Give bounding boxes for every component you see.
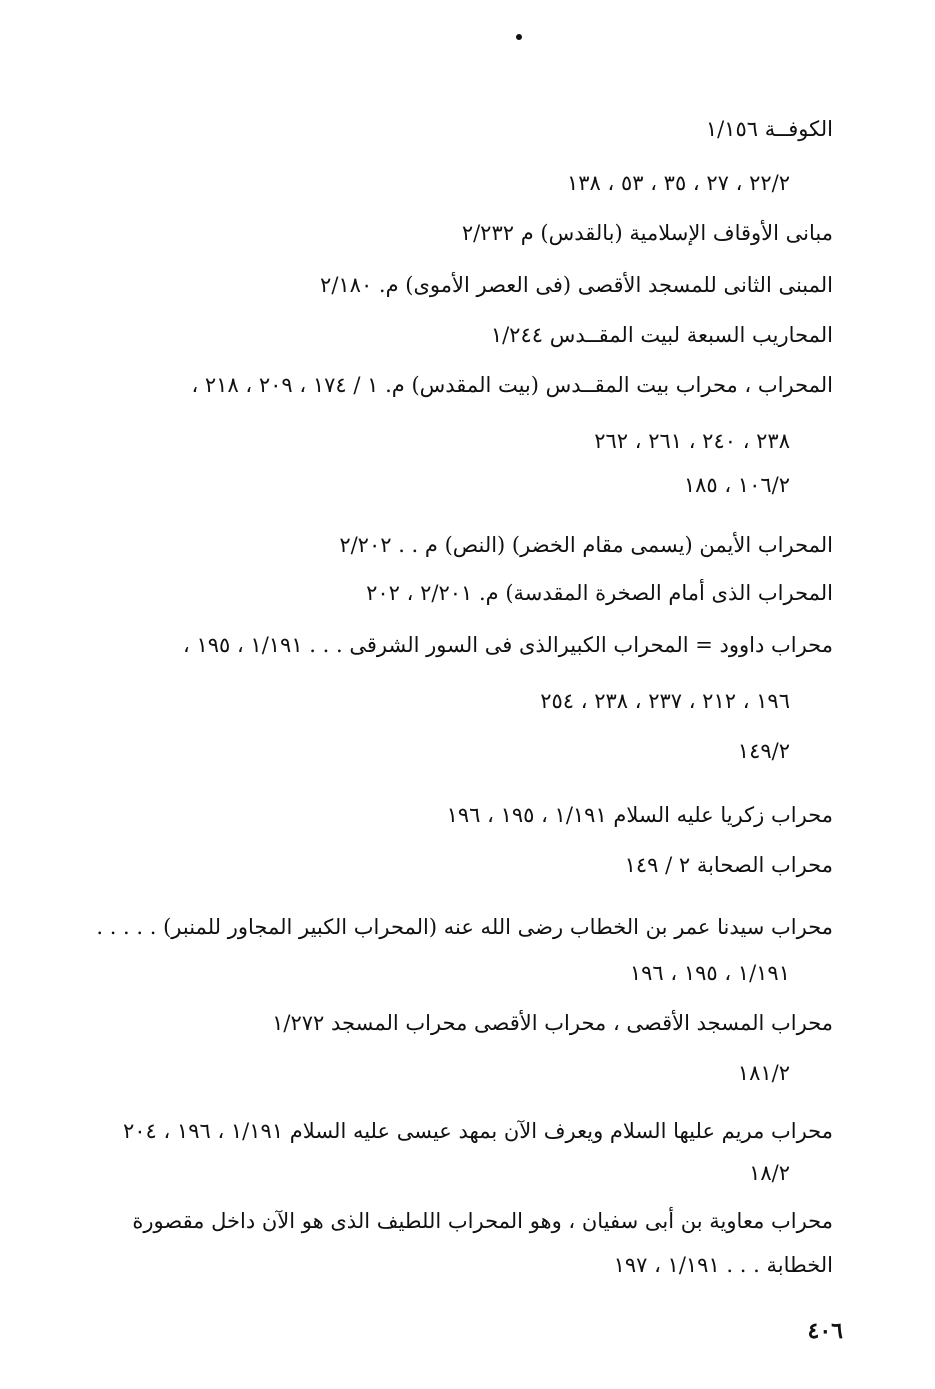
index-entry-continuation: ٢٣٨ ، ٢٤٠ ، ٢٦١ ، ٢٦٢: [594, 429, 790, 453]
index-entry-kufa: الكوفــة ١/١٥٦: [705, 117, 833, 141]
index-entry-continuation: ١/١٩١ ، ١٩٥ ، ١٩٦: [629, 961, 790, 985]
index-entry: محراب زكريا عليه السلام ١/١٩١ ، ١٩٥ ، ١٩٦: [446, 803, 833, 827]
index-entry: المحراب ، محراب بيت المقــدس (بيت المقدس) م. ١ / ١٧٤ ، ٢٠٩ ، ٢١٨ ،: [191, 373, 833, 397]
index-entry: المحراب الذى أمام الصخرة المقدسة) م. ٢/٢٠١ ، ٢٠٢: [366, 581, 833, 605]
index-entry-continuation: ١٩٦ ، ٢١٢ ، ٢٣٧ ، ٢٣٨ ، ٢٥٤: [540, 689, 790, 713]
index-entry-continuation: ١٨١/٢: [737, 1061, 790, 1085]
page-number: ٤٠٦: [807, 1318, 843, 1344]
index-entry: المحراب الأيمن (يسمى مقام الخضر) (النص) م . . ٢/٢٠٢: [339, 533, 833, 557]
index-entry-continuation: ١٤٩/٢: [737, 739, 790, 763]
index-entry: محراب الصحابة ٢ / ١٤٩: [624, 853, 833, 877]
index-entry-continuation: ٢٢/٢ ، ٢٧ ، ٣٥ ، ٥٣ ، ١٣٨: [566, 171, 790, 195]
index-entry: محراب مريم عليها السلام ويعرف الآن بمهد عيسى عليه السلام ١/١٩١ ، ١٩٦ ، ٢٠٤: [122, 1119, 833, 1143]
index-entry-continuation: ١٠٦/٢ ، ١٨٥: [683, 473, 790, 497]
index-entry: محراب المسجد الأقصى ، محراب الأقصى محراب المسجد ١/٢٧٢: [272, 1011, 833, 1035]
top-dot-mark: [516, 34, 522, 40]
index-entry-continuation: ١٨/٢: [749, 1161, 790, 1185]
index-entry: مبانى الأوقاف الإسلامية (بالقدس) م ٢/٢٣٢: [461, 221, 833, 245]
index-entry: المحاريب السبعة لبيت المقــدس ١/٢٤٤: [490, 323, 833, 347]
index-entry: محراب داوود = المحراب الكبيرالذى فى السور الشرقى . . . ١/١٩١ ، ١٩٥ ،: [182, 633, 833, 657]
index-entry: محراب سيدنا عمر بن الخطاب رضى الله عنه (المحراب الكبير المجاور للمنبر) . . . . .: [96, 915, 833, 939]
index-entry: الخطابة . . . ١/١٩١ ، ١٩٧: [613, 1253, 833, 1277]
index-entry: المبنى الثانى للمسجد الأقصى (فى العصر الأموى) م. ٢/١٨٠: [320, 273, 833, 297]
index-entry: محراب معاوية بن أبى سفيان ، وهو المحراب اللطيف الذى هو الآن داخل مقصورة: [132, 1209, 833, 1233]
